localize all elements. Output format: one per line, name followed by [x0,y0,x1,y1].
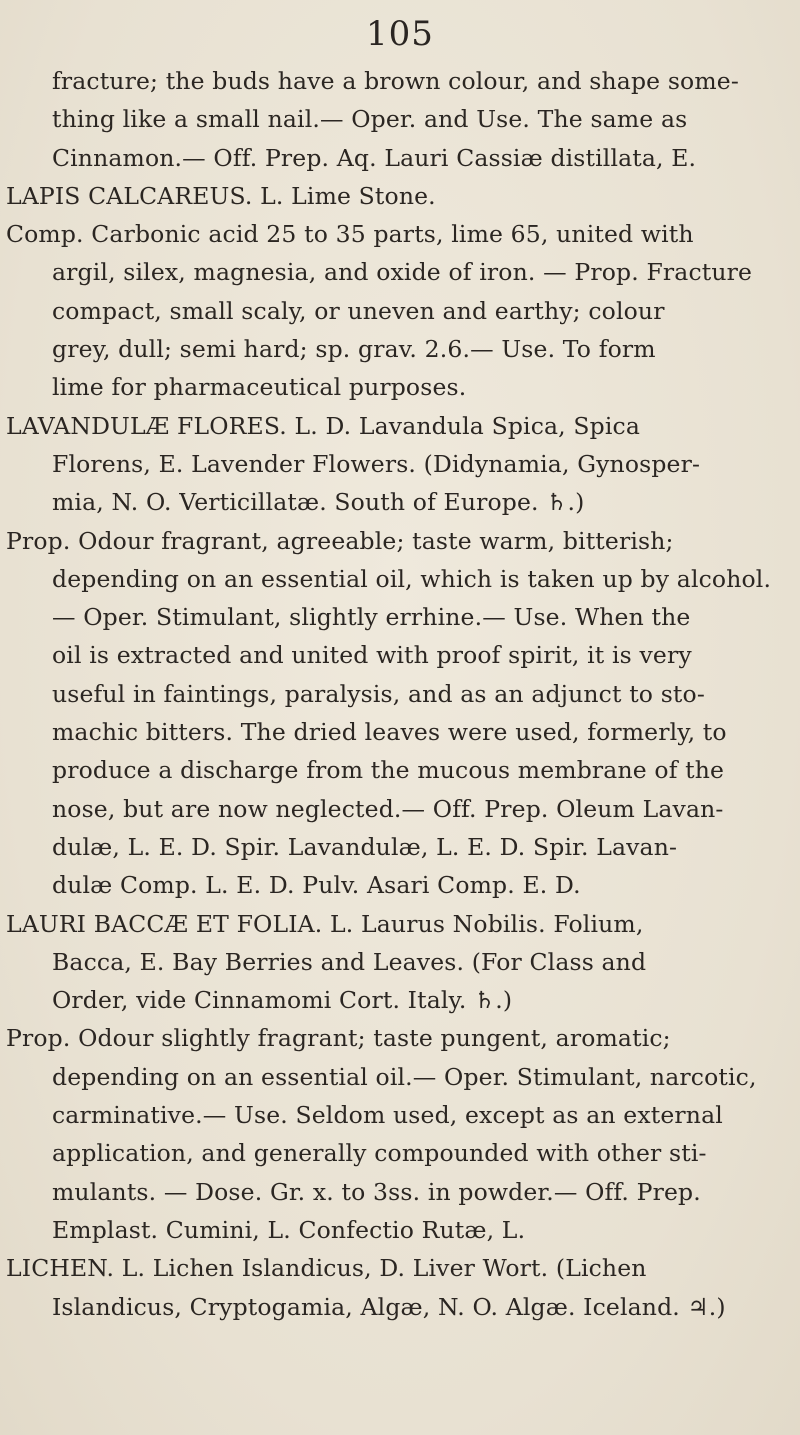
text-line: mulants. — Dose. Gr. x. to 3ss. in powder.— Off. Prep. [52,1177,701,1206]
page-number: 105 [366,14,434,54]
text-line: — Oper. Stimulant, slightly errhine.— Use. When the [52,603,691,632]
text-line: Order, vide Cinnamomi Cort. Italy. ♄.) [52,986,513,1015]
text-line: useful in faintings, paralysis, and as an adjunct to sto- [52,679,705,708]
text-line: Cinnamon.— Off. Prep. Aq. Lauri Cassiæ distillata, E. [52,143,697,172]
text-line: grey, dull; semi hard; sp. grav. 2.6.— Use. To form [52,335,656,364]
text-line: compact, small scaly, or uneven and earthy; colour [52,296,665,325]
text-line: dulæ Comp. L. E. D. Pulv. Asari Comp. E. D. [52,871,581,900]
text-line: depending on an essential oil.— Oper. Stimulant, narcotic, [52,1062,757,1091]
text-line: carminative.— Use. Seldom used, except as an external [52,1101,723,1130]
text-line: LAURI BACCÆ ET FOLIA. L. Laurus Nobilis. Folium, [6,909,644,938]
text-line: Florens, E. Lavender Flowers. (Didynamia, Gynosper- [52,449,701,478]
text-line: machic bitters. The dried leaves were used, formerly, to [52,718,727,747]
page-body [6,62,791,1326]
text-line: nose, but are now neglected.— Off. Prep. Oleum Lavan- [52,794,724,823]
text-line: Prop. Odour fragrant, agreeable; taste warm, bitterish; [6,526,674,555]
text-line: LAPIS CALCAREUS. L. Lime Stone. [6,181,436,210]
text-line: LAVANDULÆ FLORES. L. D. Lavandula Spica, Spica [6,411,640,440]
text-line: argil, silex, magnesia, and oxide of iron. — Prop. Fracture [52,258,753,287]
text-line: fracture; the buds have a brown colour, and shape some- [52,67,739,95]
text-line: mia, N. O. Verticillatæ. South of Europe. ♄.) [52,488,585,517]
text-line: Islandicus, Cryptogamia, Algæ, N. O. Algæ. Iceland. ♃.) [52,1292,726,1321]
text-line: Bacca, E. Bay Berries and Leaves. (For Class and [52,947,647,976]
text-line: Comp. Carbonic acid 25 to 35 parts, lime 65, united with [6,220,694,249]
text-line: depending on an essential oil, which is taken up by alcohol. [52,564,772,593]
text-line: oil is extracted and united with proof spirit, it is very [52,641,692,670]
text-line: lime for pharmaceutical purposes. [52,373,467,402]
text-line: LICHEN. L. Lichen Islandicus, D. Liver Wort. (Lichen [6,1254,647,1283]
text-line: Emplast. Cumini, L. Confectio Rutæ, L. [52,1215,526,1244]
text-line: produce a discharge from the mucous membrane of the [52,756,725,785]
text-line: application, and generally compounded with other sti- [52,1139,707,1168]
text-line: thing like a small nail.— Oper. and Use. The same as [52,105,688,134]
text-line: Prop. Odour slightly fragrant; taste pungent, aromatic; [6,1024,671,1053]
text-line: dulæ, L. E. D. Spir. Lavandulæ, L. E. D. Spir. Lavan- [52,832,678,861]
